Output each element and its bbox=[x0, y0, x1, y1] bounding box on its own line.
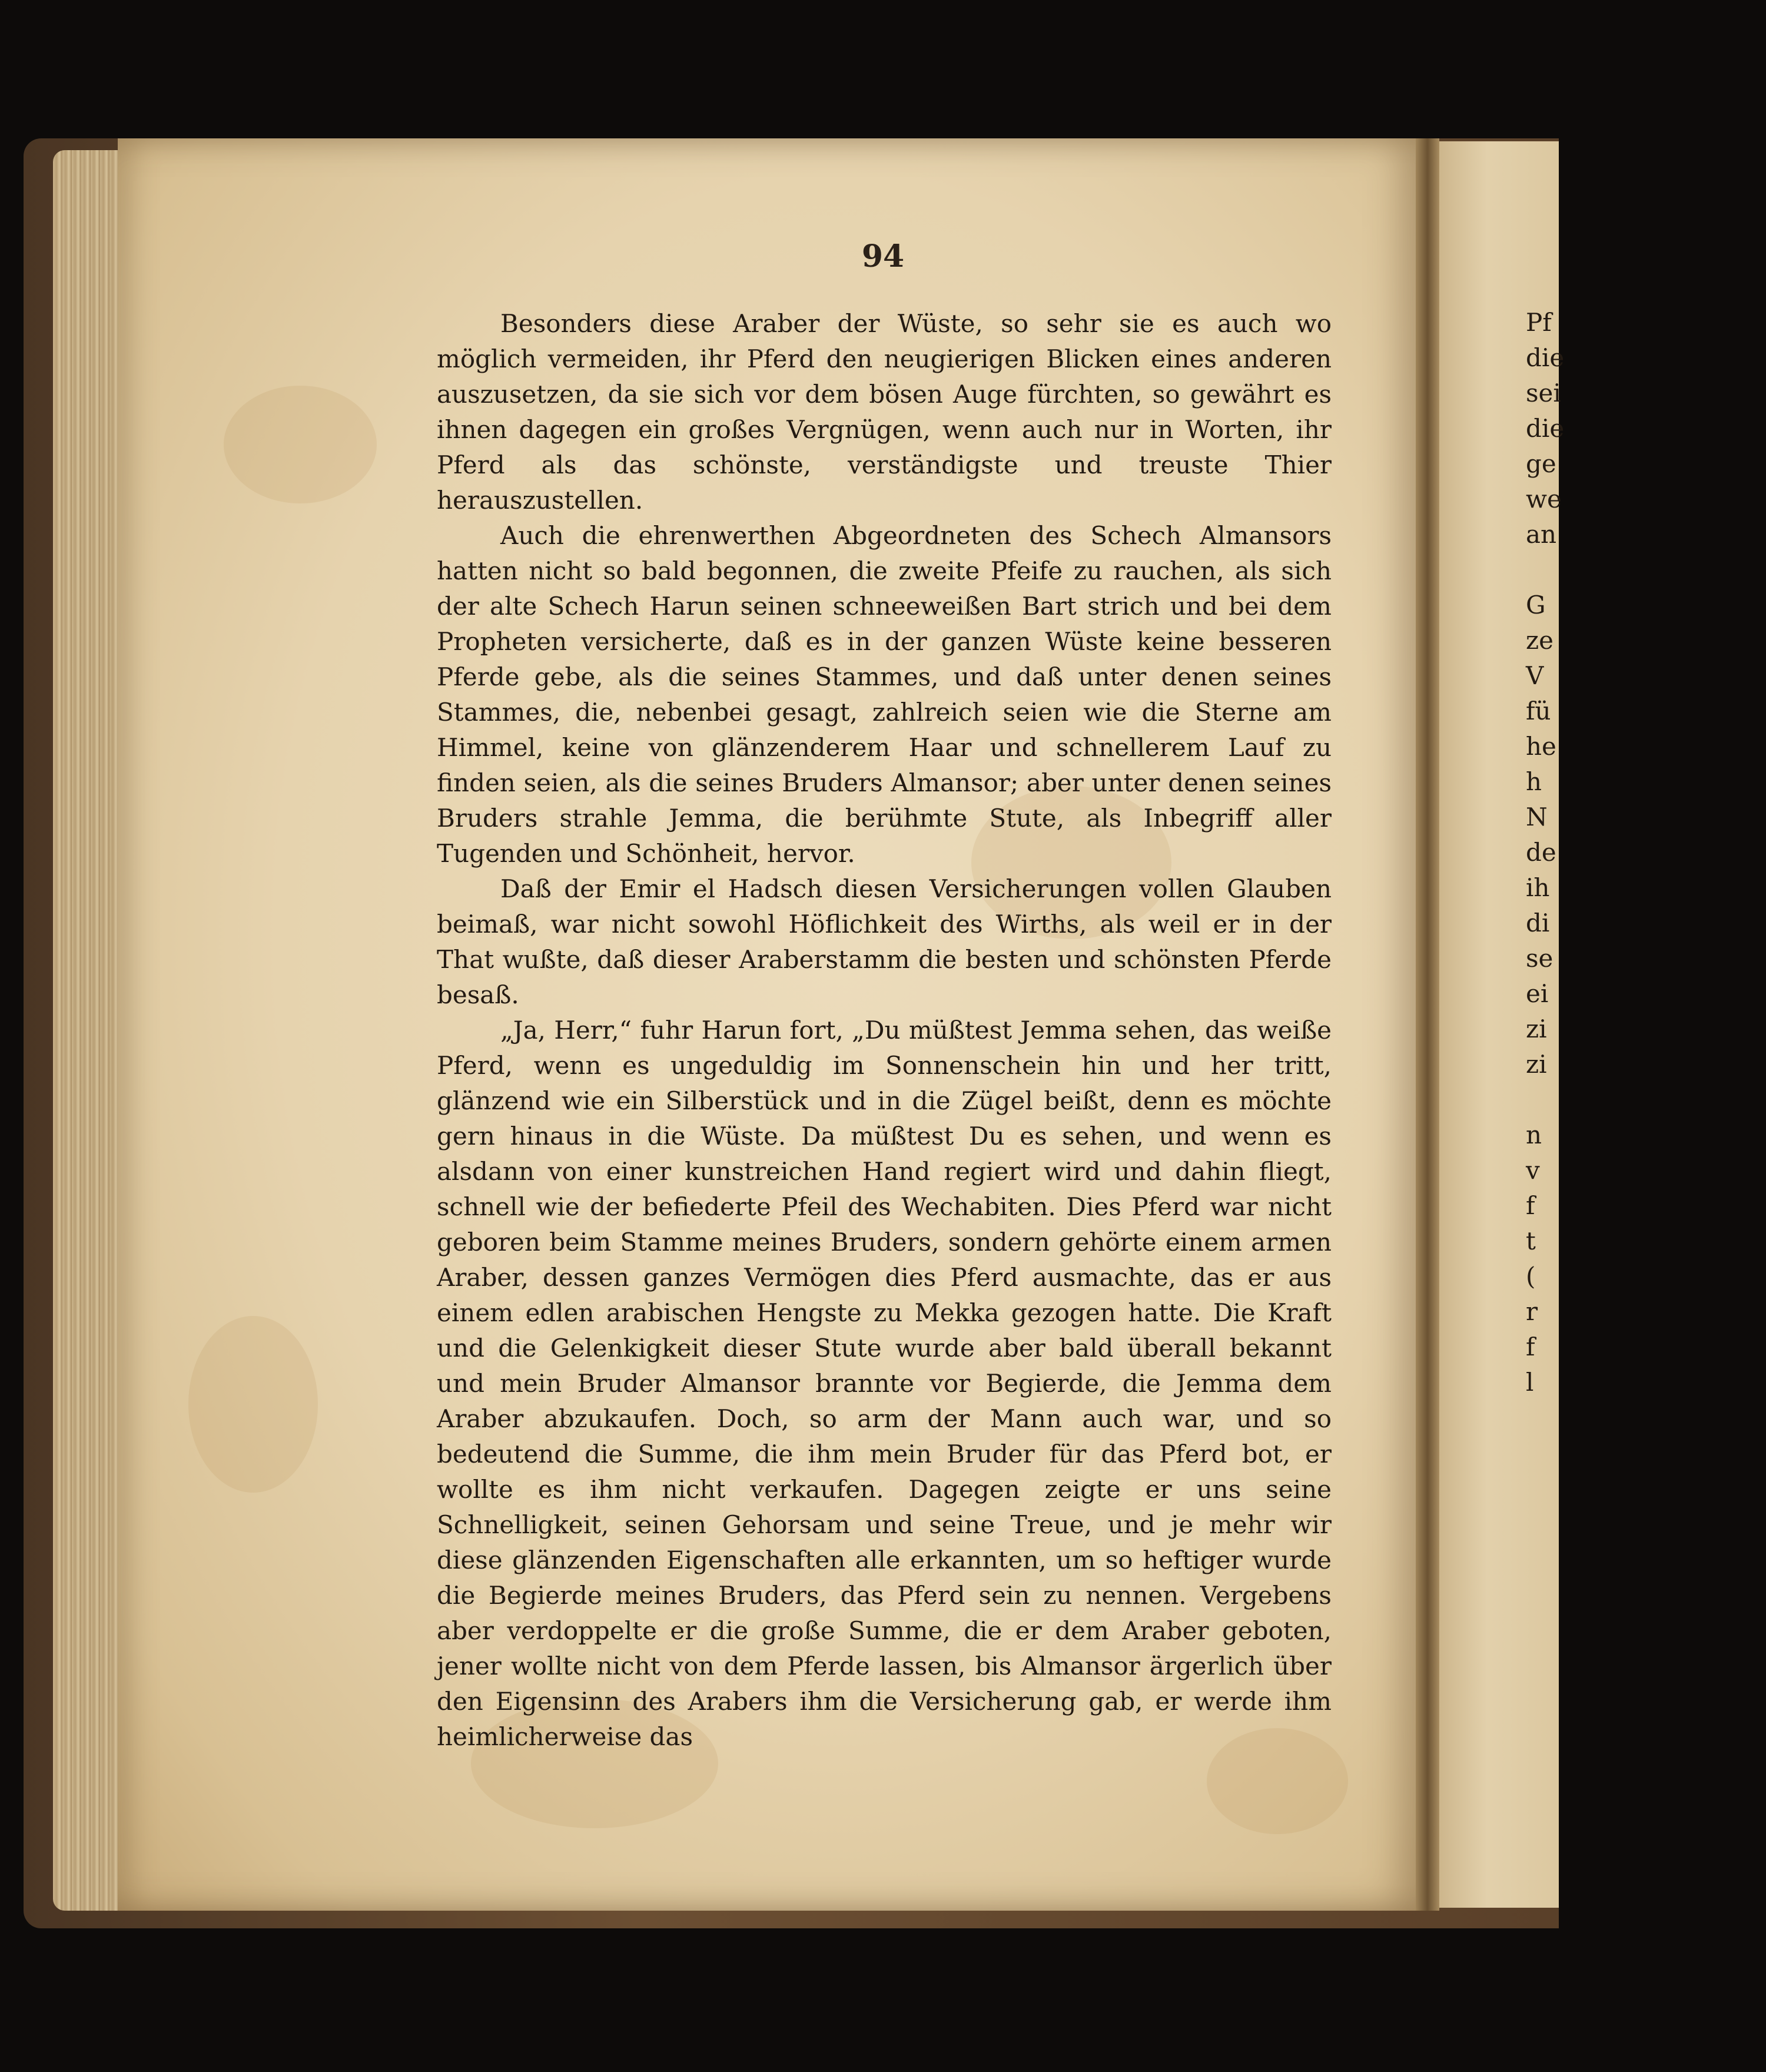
paragraph: „Ja, Herr,“ fuhr Harun fort, „Du müßtest Jemma sehen, das weiße Pferd, wenn es ungeduldig im Sonnenschein hin und her tritt, glänzend wie ein Silberstück und in die Zügel beißt, denn es möchte gern hinaus in die Wüste. Da müßtest Du es sehen, und wenn es alsdann von einer kunstreichen Hand regiert wird und dahin fliegt, schnell wie der befiederte Pfeil des Wechabiten. Dies Pferd war nicht geboren beim Stamme meines Bruders, sondern gehörte einem armen Araber, dessen ganzes Vermögen dies Pferd ausmachte, das er aus einem edlen arabischen Hengste zu Mekka gezogen hatte. Die Kraft und die Gelenkigkeit dieser Stute wurde aber bald überall bekannt und mein Bruder Almansor brannte vor Begierde, die Jemma dem Araber abzukaufen. Doch, so arm der Mann auch war, und so bedeutend die Summe, die ihm mein Bruder für das Pferd bot, er wollte es ihm nicht verkaufen. Dagegen zeigte er uns seine Schnelligkeit, seinen Gehorsam und seine Treue, und je mehr wir diese glänzenden Eigenschaften alle erkannten, um so heftiger wurde die Begierde meines Bruders, das Pferd sein zu nennen. Vergebens aber verdoppelte er die große Summe, die er dem Araber geboten, jener wollte nicht von dem Pferde lassen, bis Almansor ärgerlich über den Eigensinn des Arabers ihm die Versicherung gab, er werde ihm heimlicherweise das bbox=[437, 1016, 1332, 1751]
paragraph: Daß der Emir el Hadsch diesen Versicherungen vollen Glauben beimaß, war nicht sowohl Höflichkeit des Wirths, als weil er in der That wußte, daß dieser Araberstamm die besten und schönsten Pferde besaß. bbox=[437, 874, 1332, 1009]
facing-fragment: h bbox=[1526, 767, 1542, 796]
foxing-stain bbox=[188, 1316, 318, 1493]
facing-fragment bbox=[1526, 1082, 1561, 1118]
page-number: 94 bbox=[861, 238, 905, 274]
facing-fragment: he bbox=[1526, 732, 1556, 761]
facing-fragment: we bbox=[1526, 485, 1562, 513]
facing-fragment: n bbox=[1526, 1120, 1542, 1149]
facing-fragment: die bbox=[1526, 414, 1565, 443]
facing-fragment: ze bbox=[1526, 626, 1553, 655]
facing-fragment: r bbox=[1526, 1297, 1538, 1326]
facing-fragment: ei bbox=[1526, 979, 1549, 1008]
foxing-stain bbox=[224, 386, 377, 503]
facing-fragment: l bbox=[1526, 1368, 1534, 1397]
facing-fragment: f bbox=[1526, 1191, 1535, 1220]
facing-fragment: se bbox=[1526, 944, 1553, 973]
facing-fragment bbox=[1526, 552, 1561, 588]
facing-fragment: t bbox=[1526, 1226, 1536, 1255]
facing-fragment: N bbox=[1526, 803, 1548, 831]
facing-fragment: zi bbox=[1526, 1050, 1547, 1079]
facing-fragment: V bbox=[1526, 661, 1544, 690]
facing-fragment: fü bbox=[1526, 697, 1551, 725]
book-gutter bbox=[1416, 138, 1439, 1911]
facing-fragment: zi bbox=[1526, 1015, 1547, 1043]
facing-fragment: Pf bbox=[1526, 308, 1552, 337]
facing-fragment: f bbox=[1526, 1332, 1535, 1361]
facing-fragment: die bbox=[1526, 343, 1565, 372]
paragraph: Auch die ehrenwerthen Abgeordneten des Schech Almansors hatten nicht so bald begonnen, die zweite Pfeife zu rauchen, als sich der alte Schech Harun seinen schneeweißen Bart strich und bei dem Propheten versicherte, daß es in der ganzen Wüste keine besseren Pferde gebe, als die seines Stammes, und daß unter denen seines Stammes, die, nebenbei gesagt, zahlreich seien wie die Sterne am Himmel, keine von glänzenderem Haar und schnellerem Lauf zu finden seien, als die seines Bruders Almansor; aber unter denen seines Bruders strahle Jemma, die berühmte Stute, als Inbegriff aller Tugenden und Schönheit, hervor. bbox=[437, 521, 1332, 868]
body-text bbox=[437, 306, 1332, 1755]
facing-fragment: ge bbox=[1526, 449, 1556, 478]
facing-page-text bbox=[1526, 305, 1565, 1400]
facing-fragment: v bbox=[1526, 1156, 1540, 1185]
facing-fragment: an bbox=[1526, 520, 1557, 549]
facing-fragment: ( bbox=[1526, 1262, 1536, 1291]
facing-fragment: ih bbox=[1526, 873, 1550, 902]
facing-fragment: sei bbox=[1526, 379, 1561, 407]
paragraph: Besonders diese Araber der Wüste, so sehr sie es auch wo möglich vermeiden, ihr Pferd den neugierigen Blicken eines anderen auszusetzen, da sie sich vor dem bösen Auge fürchten, so gewährt es ihnen dagegen ein großes Vergnügen, wenn auch nur in Worten, ihr Pferd als das schönste, verständigste und treuste Thier herauszustellen. bbox=[437, 309, 1332, 515]
facing-fragment: di bbox=[1526, 909, 1550, 937]
facing-fragment: de bbox=[1526, 838, 1556, 867]
facing-fragment: G bbox=[1526, 591, 1546, 619]
